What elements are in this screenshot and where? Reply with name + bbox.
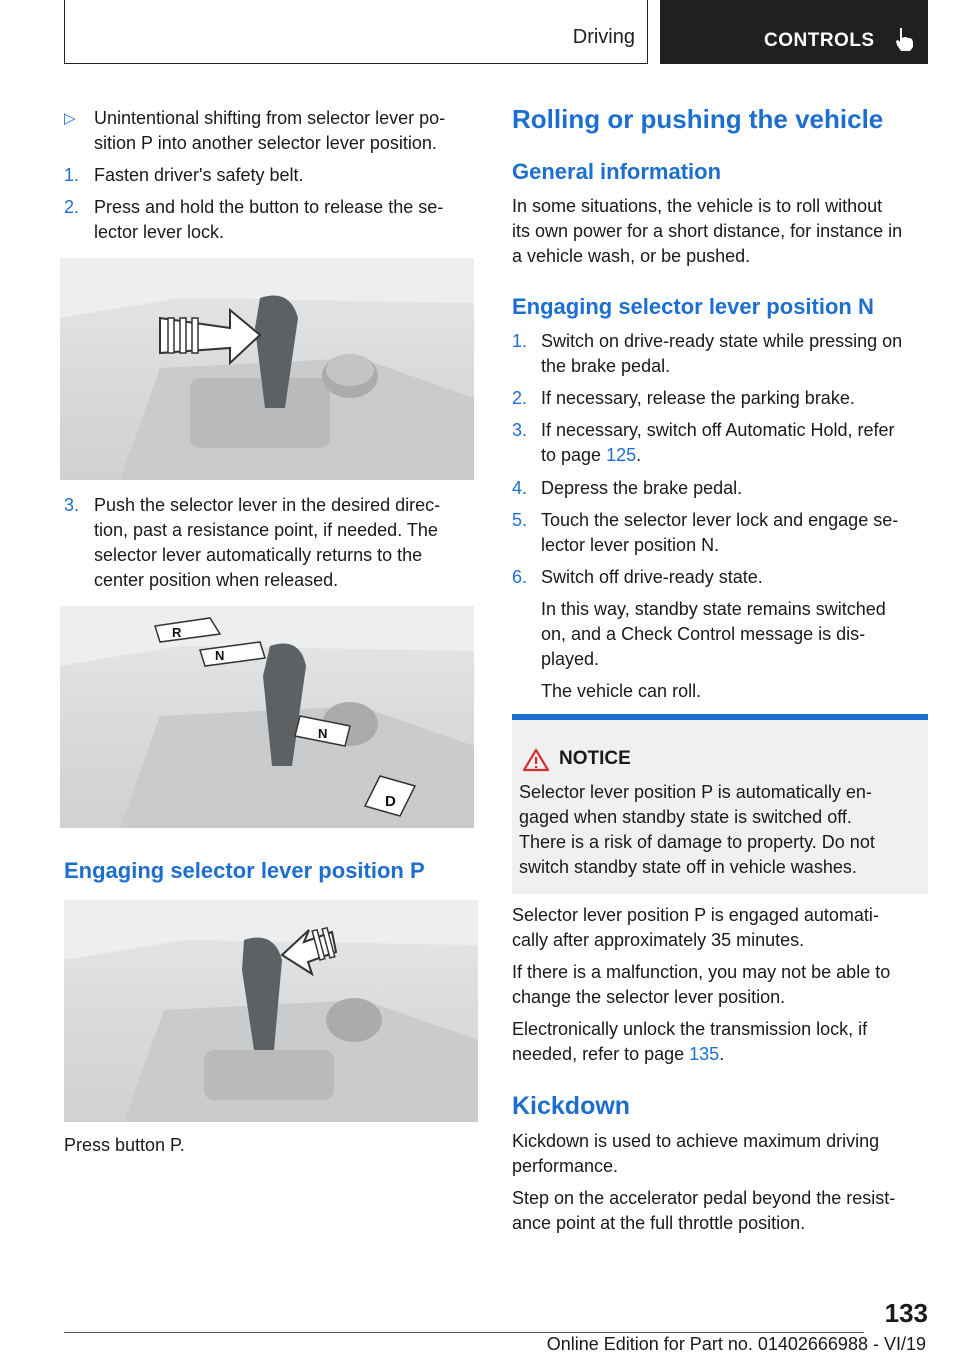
step-text: selector lever automatically returns to the xyxy=(94,545,423,565)
header-chapter-title: CONTROLS xyxy=(764,30,875,51)
label-r: R xyxy=(172,625,182,640)
heading-kickdown: Kickdown xyxy=(512,1092,631,1120)
header-chapter-box xyxy=(660,0,928,64)
step-text: If necessary, switch off Automatic Hold, refer xyxy=(541,420,895,440)
notice-text: switch standby state off in vehicle washes. xyxy=(519,857,857,877)
step-number: 3. xyxy=(512,420,528,440)
step-number: 6. xyxy=(512,567,528,587)
step-extra-text: on, and a Check Control message is dis- xyxy=(541,624,866,644)
figure-selector-lever-directions xyxy=(60,606,474,828)
step-extra-text: In this way, standby state remains switched xyxy=(541,599,886,619)
step-text: lector lever lock. xyxy=(94,222,225,242)
warning-triangle-icon xyxy=(522,748,550,772)
step-text: Switch off drive-ready state. xyxy=(541,567,763,587)
step-text: Push the selector lever in the desired direc- xyxy=(94,495,441,515)
kickdown-text: ance point at the full throttle position. xyxy=(512,1213,806,1233)
label-d: D xyxy=(385,793,396,810)
kickdown-text: Step on the accelerator pedal beyond the resist- xyxy=(512,1188,896,1208)
heading-general-information: General information xyxy=(512,159,722,184)
notice-text: gaged when standby state is switched off. xyxy=(519,807,852,827)
step-number: 1. xyxy=(64,165,80,185)
step-text xyxy=(541,443,641,468)
label-n-top: N xyxy=(215,648,225,663)
notice-text: Selector lever position P is automatically en- xyxy=(519,782,872,802)
footer-edition: Online Edition for Part no. 01402666988 - VI/19 xyxy=(546,1334,926,1354)
step-number: 2. xyxy=(512,388,528,408)
unlock-text xyxy=(512,1042,724,1067)
unlock-text: Electronically unlock the transmission lock, if xyxy=(512,1019,868,1039)
auto-p-text: Selector lever position P is engaged automati- xyxy=(512,905,879,925)
step-text: If necessary, release the parking brake. xyxy=(541,388,855,408)
general-text: a vehicle wash, or be pushed. xyxy=(512,246,751,266)
step-text: center position when released. xyxy=(94,570,339,590)
step-text: lector lever position N. xyxy=(541,535,720,555)
notice-title: NOTICE xyxy=(559,748,631,769)
hand-pointer-icon xyxy=(894,26,916,52)
step-extra-text: The vehicle can roll. xyxy=(541,681,702,701)
heading-engaging-n: Engaging selector lever position N xyxy=(512,294,874,319)
section-title: Rolling or pushing the vehicle xyxy=(512,104,884,134)
step-text: Press and hold the button to release the se- xyxy=(94,197,444,217)
header-section-title: Driving xyxy=(572,26,635,48)
step-number: 3. xyxy=(64,495,80,515)
header-section-box xyxy=(64,0,648,64)
press-button-text: Press button P. xyxy=(64,1135,185,1155)
bullet-triangle-icon: ▷ xyxy=(64,110,76,127)
general-text: its own power for a short distance, for instance in xyxy=(512,221,903,241)
step-text: Depress the brake pedal. xyxy=(541,478,743,498)
step-text-suffix: . xyxy=(636,445,642,465)
step-text: Fasten driver's safety belt. xyxy=(94,165,304,185)
page-number: 133 xyxy=(884,1298,928,1328)
malfunction-text: change the selector lever position. xyxy=(512,987,786,1007)
notice-text: There is a risk of damage to property. Do not xyxy=(519,832,875,852)
unlock-text-suffix: . xyxy=(719,1044,725,1064)
unlock-text-prefix: needed, refer to page xyxy=(512,1044,690,1064)
label-n-bottom: N xyxy=(318,726,328,741)
bullet-text-line-1: Unintentional shifting from selector lever po- xyxy=(94,108,446,128)
kickdown-text: performance. xyxy=(512,1156,619,1176)
heading-engaging-p: Engaging selector lever position P xyxy=(64,858,425,883)
bullet-text-line-2: sition P into another selector lever position. xyxy=(94,133,437,153)
kickdown-text: Kickdown is used to achieve maximum driving xyxy=(512,1131,880,1151)
figure-selector-lever-release xyxy=(60,258,474,480)
footer-divider xyxy=(64,1332,864,1333)
step-number: 4. xyxy=(512,478,528,498)
step-text-prefix: to page xyxy=(541,445,607,465)
figure-illustration xyxy=(60,258,474,480)
figure-press-button-p xyxy=(64,900,478,1122)
step-text: the brake pedal. xyxy=(541,356,671,376)
step-number: 1. xyxy=(512,331,528,351)
page-link-135[interactable]: 135 xyxy=(689,1044,720,1064)
step-extra-text: played. xyxy=(541,649,600,669)
step-text: Switch on drive-ready state while pressing on xyxy=(541,331,903,351)
step-text: tion, past a resistance point, if needed. The xyxy=(94,520,438,540)
page-header xyxy=(64,0,928,66)
notice-box xyxy=(512,714,928,894)
general-text: In some situations, the vehicle is to roll without xyxy=(512,196,883,216)
step-text: Touch the selector lever lock and engage se- xyxy=(541,510,899,530)
malfunction-text: If there is a malfunction, you may not be able to xyxy=(512,962,891,982)
step-number: 5. xyxy=(512,510,528,530)
page-link-125[interactable]: 125 xyxy=(606,445,637,465)
auto-p-text: cally after approximately 35 minutes. xyxy=(512,930,805,950)
step-number: 2. xyxy=(64,197,80,217)
